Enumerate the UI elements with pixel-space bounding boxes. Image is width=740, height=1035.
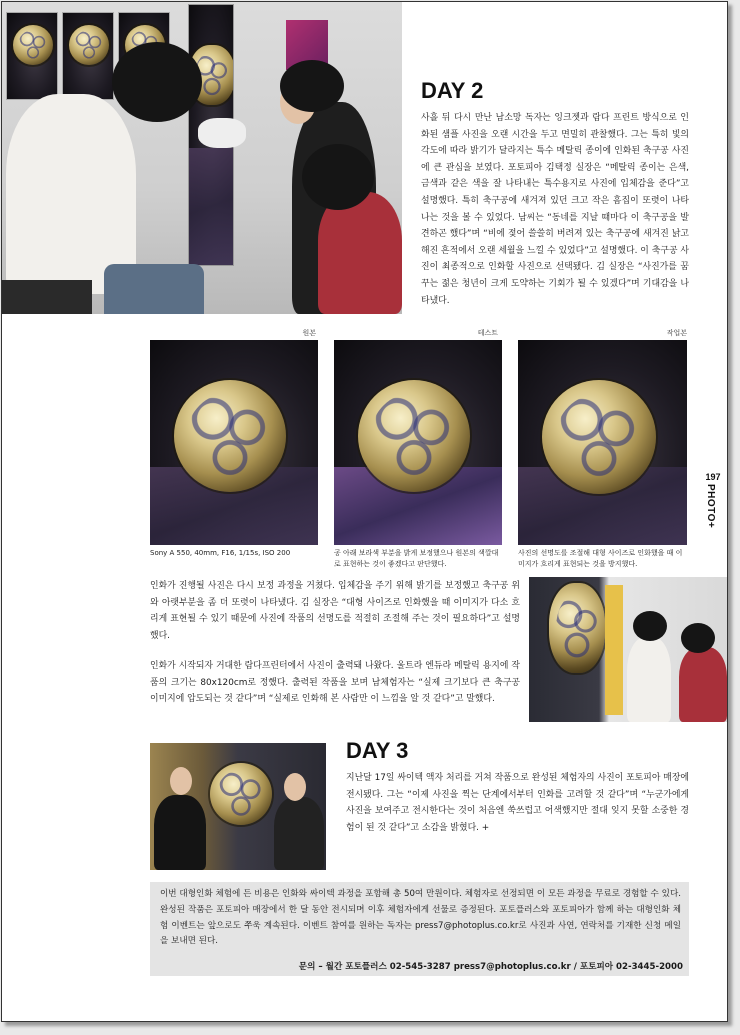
photo-ball-original: [150, 340, 318, 545]
label-final: 작업본: [666, 329, 687, 337]
day2-title: DAY 2: [421, 78, 484, 103]
person-head-left: [112, 42, 202, 122]
photo-ball-final: [518, 340, 687, 545]
label-test: 테스트: [477, 329, 498, 337]
print-sample-1: [6, 12, 58, 100]
middle-paragraph-2: 인화가 시작되자 거대한 람다프린터에서 사진이 출력돼 나왔다. 울트라 엔듀라 메탈릭 용지에 작품의 크기는 80x120cm로 정했다. 출력된 작품을 보며 남체험자는 “실제 크기보다 큰 축구공 이미지에 압도되는 것 같다”며 “실제로 인화해 본 사람만 이 느낌을 알 것 같다”고 말했다.: [150, 661, 520, 705]
person-photo2-white: [627, 637, 671, 722]
person-red-vest: [318, 192, 402, 314]
magazine-page: [1, 1, 728, 1022]
info-paragraph: 이번 대형인화 체험에 든 비용은 인화와 싸이텍 과정을 포함해 총 50여 만원이다. 체험자로 선정되면 이 모든 과정을 무료로 경험할 수 있다. 완성된 작품은 포토피아 매장에서 한 달 동안 전시되며 이후 체험자에게 선물로 증정된다. 포토플러스와 포토피아가 함께 하는 대형인화 체험 이벤트는 앞으로도 쭈욱 계속된다. 이벤트 참여를 원하는 독자는 press7@photoplus.co.kr로 사진과 사연, 연락처를 기재한 신청 메일을 보내면 된다.: [160, 889, 681, 947]
person-pants-left: [2, 280, 92, 314]
caption-original: Sony A 550, 40mm, F16, 1/15s, ISO 200: [150, 549, 291, 557]
hand-glove: [198, 118, 246, 148]
middle-paragraph-1: 인화가 진행될 사진은 다시 보정 과정을 거쳤다. 입체감을 주기 위해 밝기를 보정했고 축구공 위와 아랫부분을 좀 더 또렷이 나타냈다. 김 실장은 “대형 사이즈로 인화했을 때 이미지가 다소 흐리게 표현될 수 있기 때문에 사진에 작품의 선명도를 적절히 조절해 주는 것이 필요하다”고 설명했다.: [150, 581, 520, 641]
contact-line: 문의 – 월간 포토플러스 02-545-3287 press7@photoplus.co.kr / 포토피아 02-3445-2000: [298, 962, 683, 972]
photo-large-print: [529, 577, 728, 722]
photo-ball-test: [334, 340, 502, 545]
person-head-vest: [302, 144, 374, 210]
person-head-right: [280, 60, 344, 112]
magazine-brand: PHOTO+: [705, 484, 716, 529]
person-exhibition-left: [154, 795, 206, 870]
caption-final: 사진의 선명도를 조절해 대형 사이즈로 인화했을 때 이미지가 흐리게 표현되는 것을 방지했다.: [518, 549, 683, 568]
chair: [104, 264, 204, 314]
person-photo2-red: [679, 647, 727, 722]
day3-title: DAY 3: [346, 738, 409, 763]
page-number: 197: [705, 472, 721, 482]
photo-exhibition: [150, 743, 326, 870]
day2-paragraph: 사흘 뒤 다시 만난 남소망 독자는 잉크젯과 람다 프린트 방식으로 인화된 샘플 사진을 오랜 시간을 두고 면밀히 관찰했다. 그는 특히 빛의 각도에 따라 밝기가 달라지는 특수 메탈릭 종이에 인화된 축구공 사진에 큰 관심을 보였다. 포토피아 김택정 실장은 “메탈릭 종이는 은색, 금색과 같은 색을 잘 나타내는 특수용지로 사진에 입체감을 준다”고 설명했다. 특히 축구공에 새겨져 있던 크고 작은 흠집이 또렷이 나타나는 것을 볼 수 있었다. 남씨는 “동네를 지날 때마다 이 축구공을 발견하곤 했다”며 “비에 젖어 쓸쓸히 버려져 있는 축구공에 새겨진 낡고 해진 흔적에서 오랜 세월을 느낄 수 있었다”고 설명했다. 이 축구공 사진이 최종적으로 인화할 사진으로 선택됐다. 김 실장은 “사진가를 꿈꾸는 젊은 청년이 크게 도약하는 기회가 될 수 있겠다”며 기대감을 나타냈다.: [421, 113, 689, 306]
info-box: [150, 882, 689, 976]
caption-test: 공 아래 보라색 부분을 밝게 보정했으나 원본의 색깔대로 표현하는 것이 좋겠다고 판단했다.: [334, 549, 499, 568]
print-sample-2: [62, 12, 114, 100]
day3-paragraph: 지난달 17일 싸이텍 액자 처리를 거쳐 작품으로 완성된 체험자의 사진이 포토피아 매장에 전시됐다. 그는 “이제 사진을 찍는 단계에서부터 인화를 고려할 것 같다”며 “누군가에게 사진을 보여주고 전시한다는 것이 처음엔 쑥쓰럽고 어색했지만 절대 잊지 못할 소중한 경험이 된 것 같다”고 소감을 밝혔다. +: [346, 773, 689, 833]
label-original: 원본: [302, 329, 316, 337]
person-exhibition-right: [274, 797, 324, 870]
photo-examining-prints: [2, 2, 402, 314]
